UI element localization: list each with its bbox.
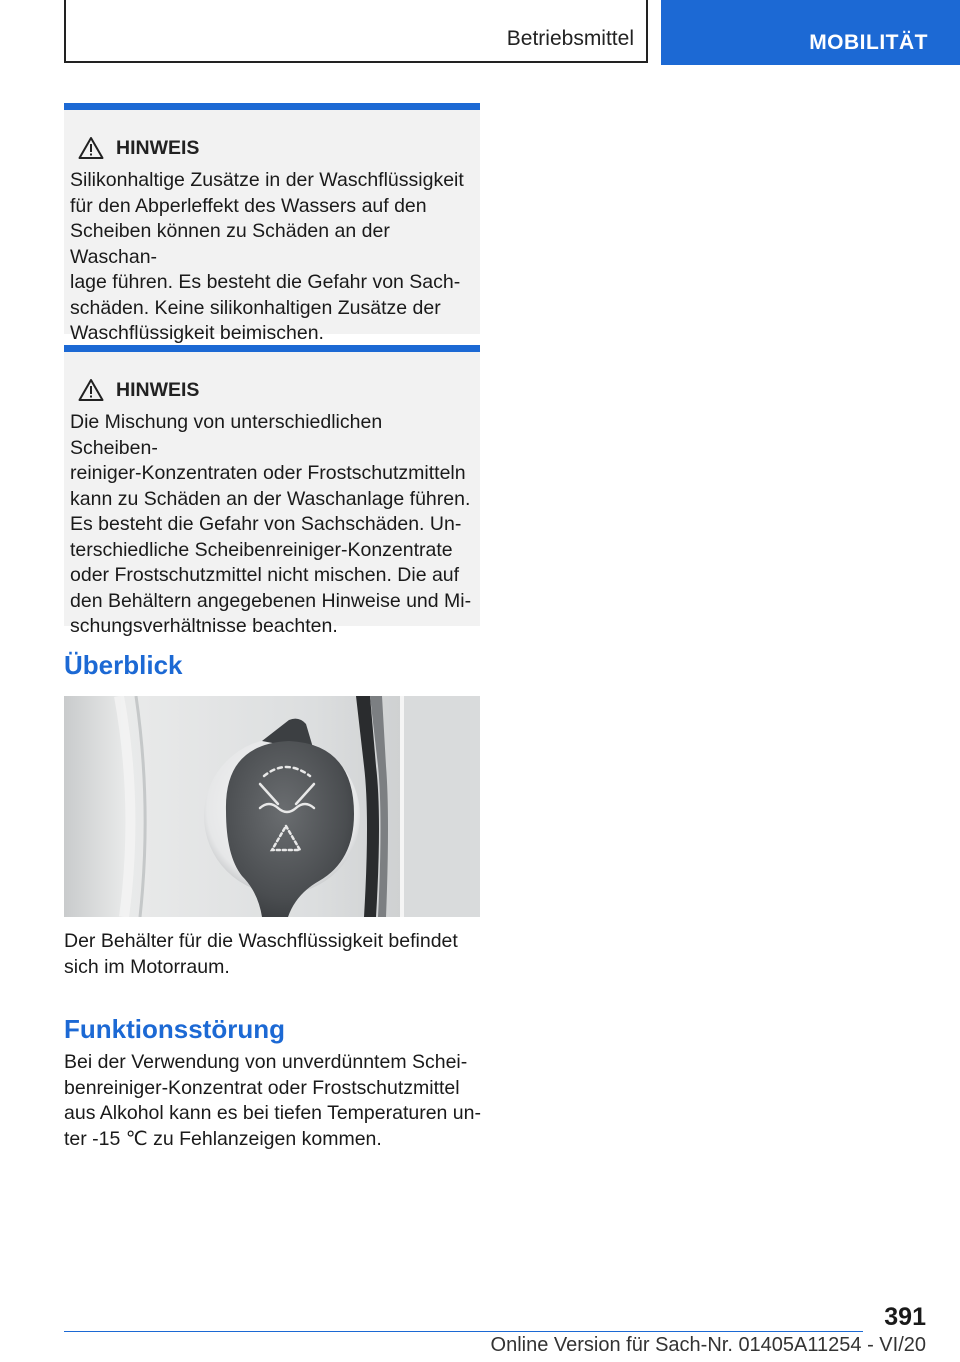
notice-box xyxy=(64,345,480,637)
notice-box xyxy=(64,103,480,344)
text-line: reiniger-Konzentraten oder Frostschutzmitteln xyxy=(70,462,466,484)
text-line: Waschflüssigkeit beimischen. xyxy=(70,322,324,344)
text-line: Silikonhaltige Zusätze in der Waschflüssigkeit xyxy=(70,169,464,191)
page-number: 391 xyxy=(884,1303,926,1331)
text-line: Die Mischung von unterschiedlichen Scheiben‐ xyxy=(70,411,383,459)
online-version-note: Online Version für Sach-Nr. 01405A11254 - VI/20 xyxy=(490,1334,926,1356)
section-heading-overview: Überblick xyxy=(64,650,183,680)
text-line: den Behältern angegebenen Hinweise und Mi‐ xyxy=(70,589,472,612)
text-line: für den Abperleffekt des Wassers auf den xyxy=(70,194,427,217)
washer-fluid-cap-photo xyxy=(64,696,480,917)
text-line: aus Alkohol kann es bei tiefen Temperaturen un‐ xyxy=(64,1102,481,1124)
section-heading-malfunction: Funktionsstörung xyxy=(64,1014,285,1044)
text-line: oder Frostschutzmittel nicht mischen. Die auf xyxy=(70,564,460,586)
text-line: Scheiben können zu Schäden an der Waschan‐ xyxy=(70,220,390,268)
warning-triangle-icon xyxy=(78,378,104,402)
text-line: schungsverhältnisse beachten. xyxy=(70,615,338,637)
text-line: lage führen. Es besteht die Gefahr von Sach‐ xyxy=(70,271,461,293)
notice-header xyxy=(70,134,474,162)
section-title: Betriebsmittel xyxy=(506,27,634,50)
warning-triangle-icon xyxy=(78,136,104,160)
chapter-title: MOBILITÄT xyxy=(809,31,928,54)
text-line: Der Behälter für die Waschflüssigkeit befindet xyxy=(64,930,458,952)
text-line: schäden. Keine silikonhaltigen Zusätze der xyxy=(70,296,441,319)
notice-title: HINWEIS xyxy=(116,136,200,159)
header-chapter-tab xyxy=(661,0,960,65)
overview-caption xyxy=(64,929,484,980)
text-line: terschiedliche Scheibenreiniger-Konzentrate xyxy=(70,538,453,561)
notice-title: HINWEIS xyxy=(116,378,200,401)
footer-divider xyxy=(64,1331,863,1332)
malfunction-text xyxy=(64,1050,484,1152)
text-line: ter -15 ℃ zu Fehlanzeigen kommen. xyxy=(64,1127,382,1150)
text-line: benreiniger-Konzentrat oder Frostschutzmittel xyxy=(64,1076,460,1099)
text-line: sich im Motorraum. xyxy=(64,955,230,978)
notice-text xyxy=(70,410,474,640)
notice-text xyxy=(70,168,474,347)
header-section-tab xyxy=(64,0,648,63)
text-line: Es besteht die Gefahr von Sachschäden. Un‐ xyxy=(70,513,462,535)
text-line: Bei der Verwendung von unverdünntem Schei‐ xyxy=(64,1051,468,1073)
washer-cap-illustration xyxy=(64,696,480,917)
text-line: kann zu Schäden an der Waschanlage führen. xyxy=(70,487,471,510)
notice-header xyxy=(70,376,474,404)
